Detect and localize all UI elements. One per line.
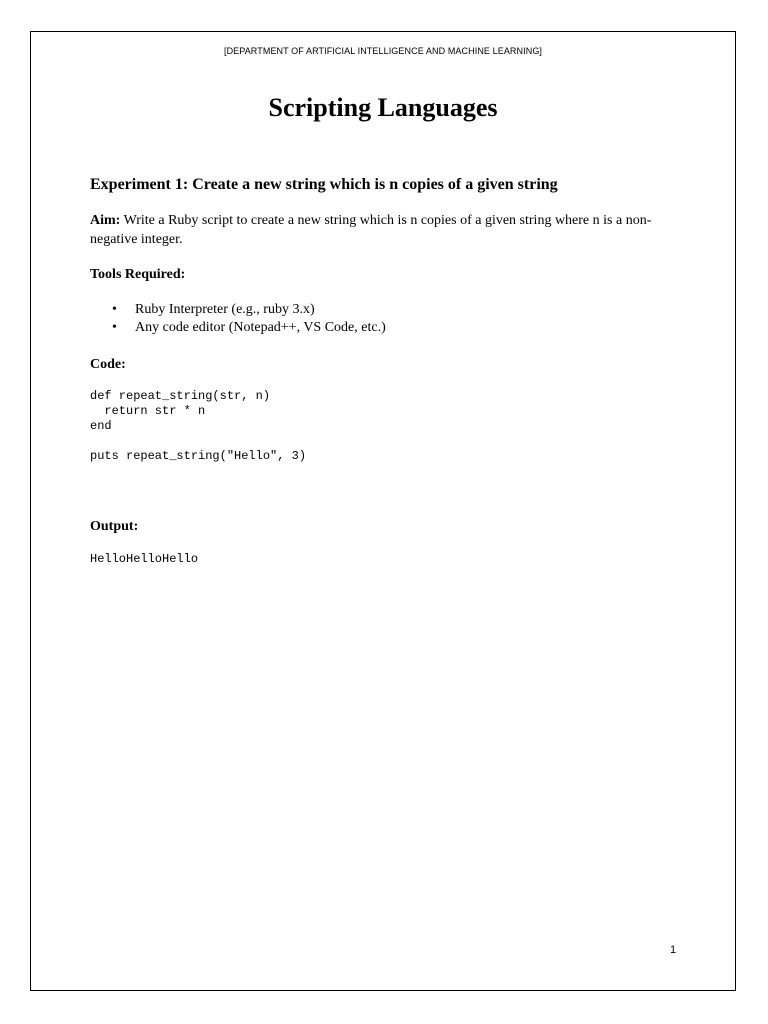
list-item (112, 319, 680, 337)
experiment-heading: Experiment 1: Create a new string which is n copies of a given string (90, 176, 558, 193)
output-block: HelloHelloHello (90, 552, 199, 566)
code-label: Code: (90, 357, 126, 372)
aim-text: Write a Ruby script to create a new string which is n copies of a given string where n is a non-negative integer. (90, 213, 652, 247)
tool-item-text: Ruby Interpreter (e.g., ruby 3.x) (135, 302, 315, 317)
page-number: 1 (670, 944, 677, 956)
tool-item-text: Any code editor (Notepad++, VS Code, etc.) (135, 320, 386, 335)
aim-label: Aim: (90, 213, 121, 228)
aim-paragraph (90, 211, 680, 249)
output-label: Output: (90, 519, 139, 534)
tools-required-label: Tools Required: (90, 267, 186, 282)
bullet-icon: • (112, 302, 117, 317)
document-page (30, 31, 736, 991)
bullet-icon: • (112, 320, 117, 335)
page-header: [DEPARTMENT OF ARTIFICIAL INTELLIGENCE AND MACHINE LEARNING] (223, 46, 543, 56)
code-block-function: def repeat_string(str, n) return str * n end (90, 389, 271, 433)
document-title: Scripting Languages (268, 93, 498, 122)
list-item (112, 301, 680, 319)
tools-list (90, 301, 680, 337)
document-body (90, 174, 680, 567)
code-block-call: puts repeat_string("Hello", 3) (90, 449, 307, 463)
code-spacer (90, 434, 680, 449)
